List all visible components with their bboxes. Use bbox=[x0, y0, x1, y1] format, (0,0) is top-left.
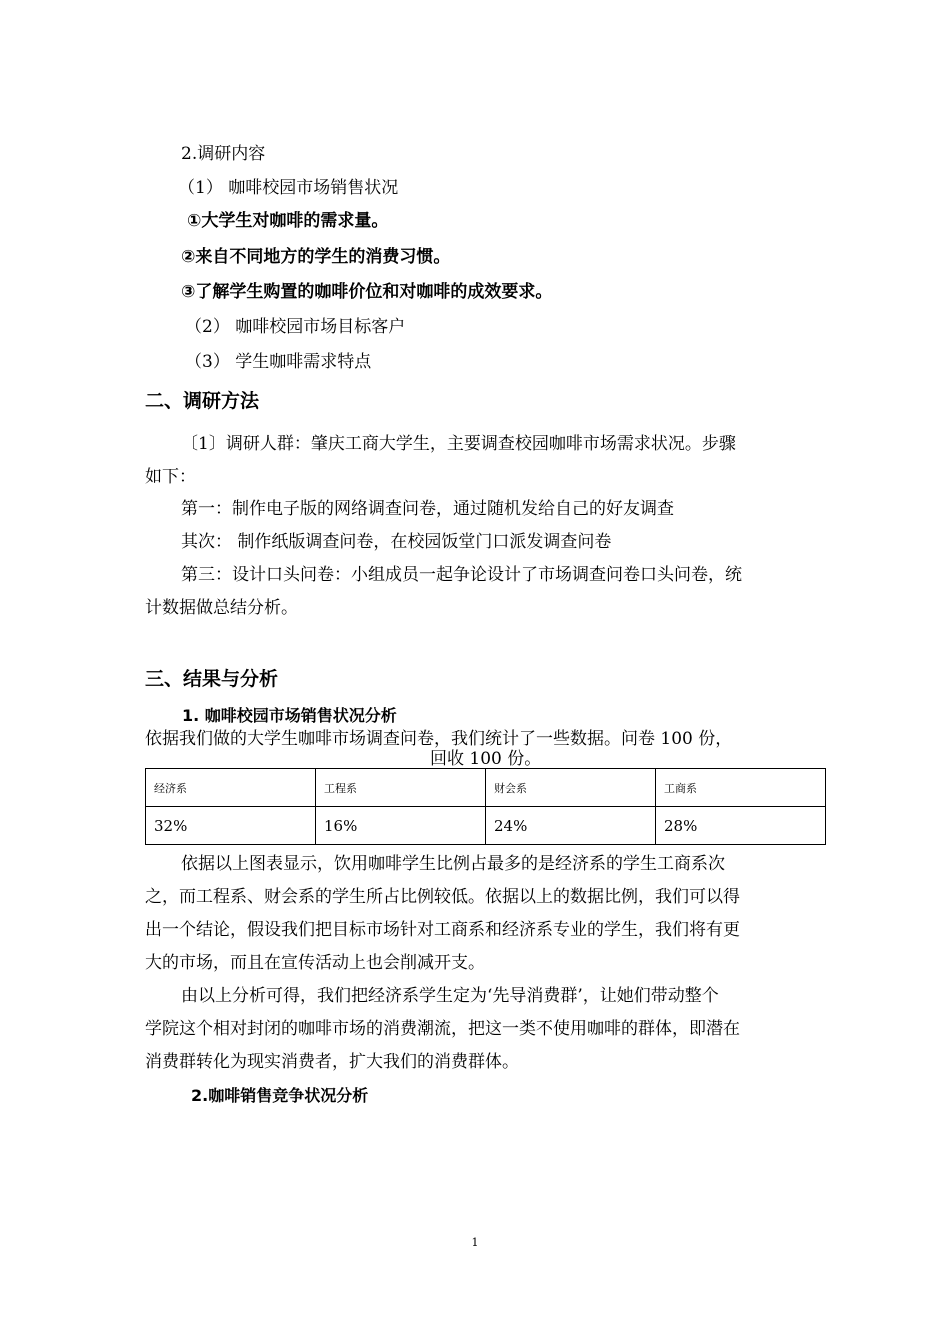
table-header-cell: 经济系 bbox=[146, 769, 316, 807]
heading-research-methods: 二、调研方法 bbox=[145, 390, 260, 412]
results-intro-line-2: 回收 100 份。 bbox=[430, 749, 542, 769]
analysis-paragraph-1-line-4: 大的市场，而且在宣传活动上也会削减开支。 bbox=[145, 953, 485, 973]
table-header-row bbox=[146, 769, 826, 807]
analysis-paragraph-1-line-1: 依据以上图表显示，饮用咖啡学生比例占最多的是经济系的学生工商系次 bbox=[181, 854, 725, 874]
content-item-3: （3） 学生咖啡需求特点 bbox=[185, 352, 372, 372]
analysis-paragraph-1-line-2: 之，而工程系、财会系的学生所占比例较低。依据以上的数据比例，我们可以得 bbox=[145, 887, 740, 907]
table-cell: 32% bbox=[146, 807, 316, 845]
table-header-cell: 财会系 bbox=[486, 769, 656, 807]
content-item-2: （2） 咖啡校园市场目标客户 bbox=[185, 317, 406, 337]
table-header-cell: 工商系 bbox=[656, 769, 826, 807]
subheading-competition-analysis: 2.咖啡销售竞争状况分析 bbox=[191, 1086, 369, 1105]
methods-step-3-line-2: 计数据做总结分析。 bbox=[145, 598, 298, 618]
subheading-sales-analysis: 1. 咖啡校园市场销售状况分析 bbox=[182, 706, 397, 725]
methods-step-3-line-1: 第三：设计口头问卷：小组成员一起争论设计了市场调查问卷口头问卷，统 bbox=[181, 565, 742, 585]
section-title-research-content: 2.调研内容 bbox=[181, 144, 266, 164]
methods-step-2: 其次： 制作纸版调查问卷，在校园饭堂门口派发调查问卷 bbox=[181, 532, 612, 552]
content-point-2: ②来自不同地方的学生的消费习惯。 bbox=[181, 247, 451, 267]
analysis-paragraph-1-line-3: 出一个结论，假设我们把目标市场针对工商系和经济系专业的学生，我们将有更 bbox=[145, 920, 740, 940]
table-cell: 28% bbox=[656, 807, 826, 845]
heading-results-analysis: 三、结果与分析 bbox=[145, 668, 279, 690]
methods-paragraph-line-2: 如下： bbox=[145, 467, 196, 487]
analysis-paragraph-2-line-3: 消费群转化为现实消费者，扩大我们的消费群体。 bbox=[145, 1052, 519, 1072]
methods-paragraph-line-1: 〔1〕调研人群：肇庆工商大学生，主要调查校园咖啡市场需求状况。步骤 bbox=[181, 434, 736, 454]
content-point-1: ①大学生对咖啡的需求量。 bbox=[187, 211, 389, 231]
content-item-1: （1） 咖啡校园市场销售状况 bbox=[178, 178, 399, 198]
methods-step-1: 第一：制作电子版的网络调查问卷，通过随机发给自己的好友调查 bbox=[181, 499, 674, 519]
content-point-3: ③了解学生购置的咖啡价位和对咖啡的成效要求。 bbox=[181, 282, 553, 302]
analysis-paragraph-2-line-1: 由以上分析可得，我们把经济系学生定为‘先导消费群’，让她们带动整个 bbox=[181, 986, 719, 1006]
table-row bbox=[146, 807, 826, 845]
department-ratio-table bbox=[145, 768, 826, 845]
analysis-paragraph-2-line-2: 学院这个相对封闭的咖啡市场的消费潮流，把这一类不使用咖啡的群体，即潜在 bbox=[145, 1019, 740, 1039]
results-intro-line-1: 依据我们做的大学生咖啡市场调查问卷，我们统计了一些数据。问卷 100 份， bbox=[145, 729, 733, 749]
table-header-cell: 工程系 bbox=[316, 769, 486, 807]
page-number: 1 bbox=[471, 1236, 479, 1249]
table-cell: 16% bbox=[316, 807, 486, 845]
table-cell: 24% bbox=[486, 807, 656, 845]
